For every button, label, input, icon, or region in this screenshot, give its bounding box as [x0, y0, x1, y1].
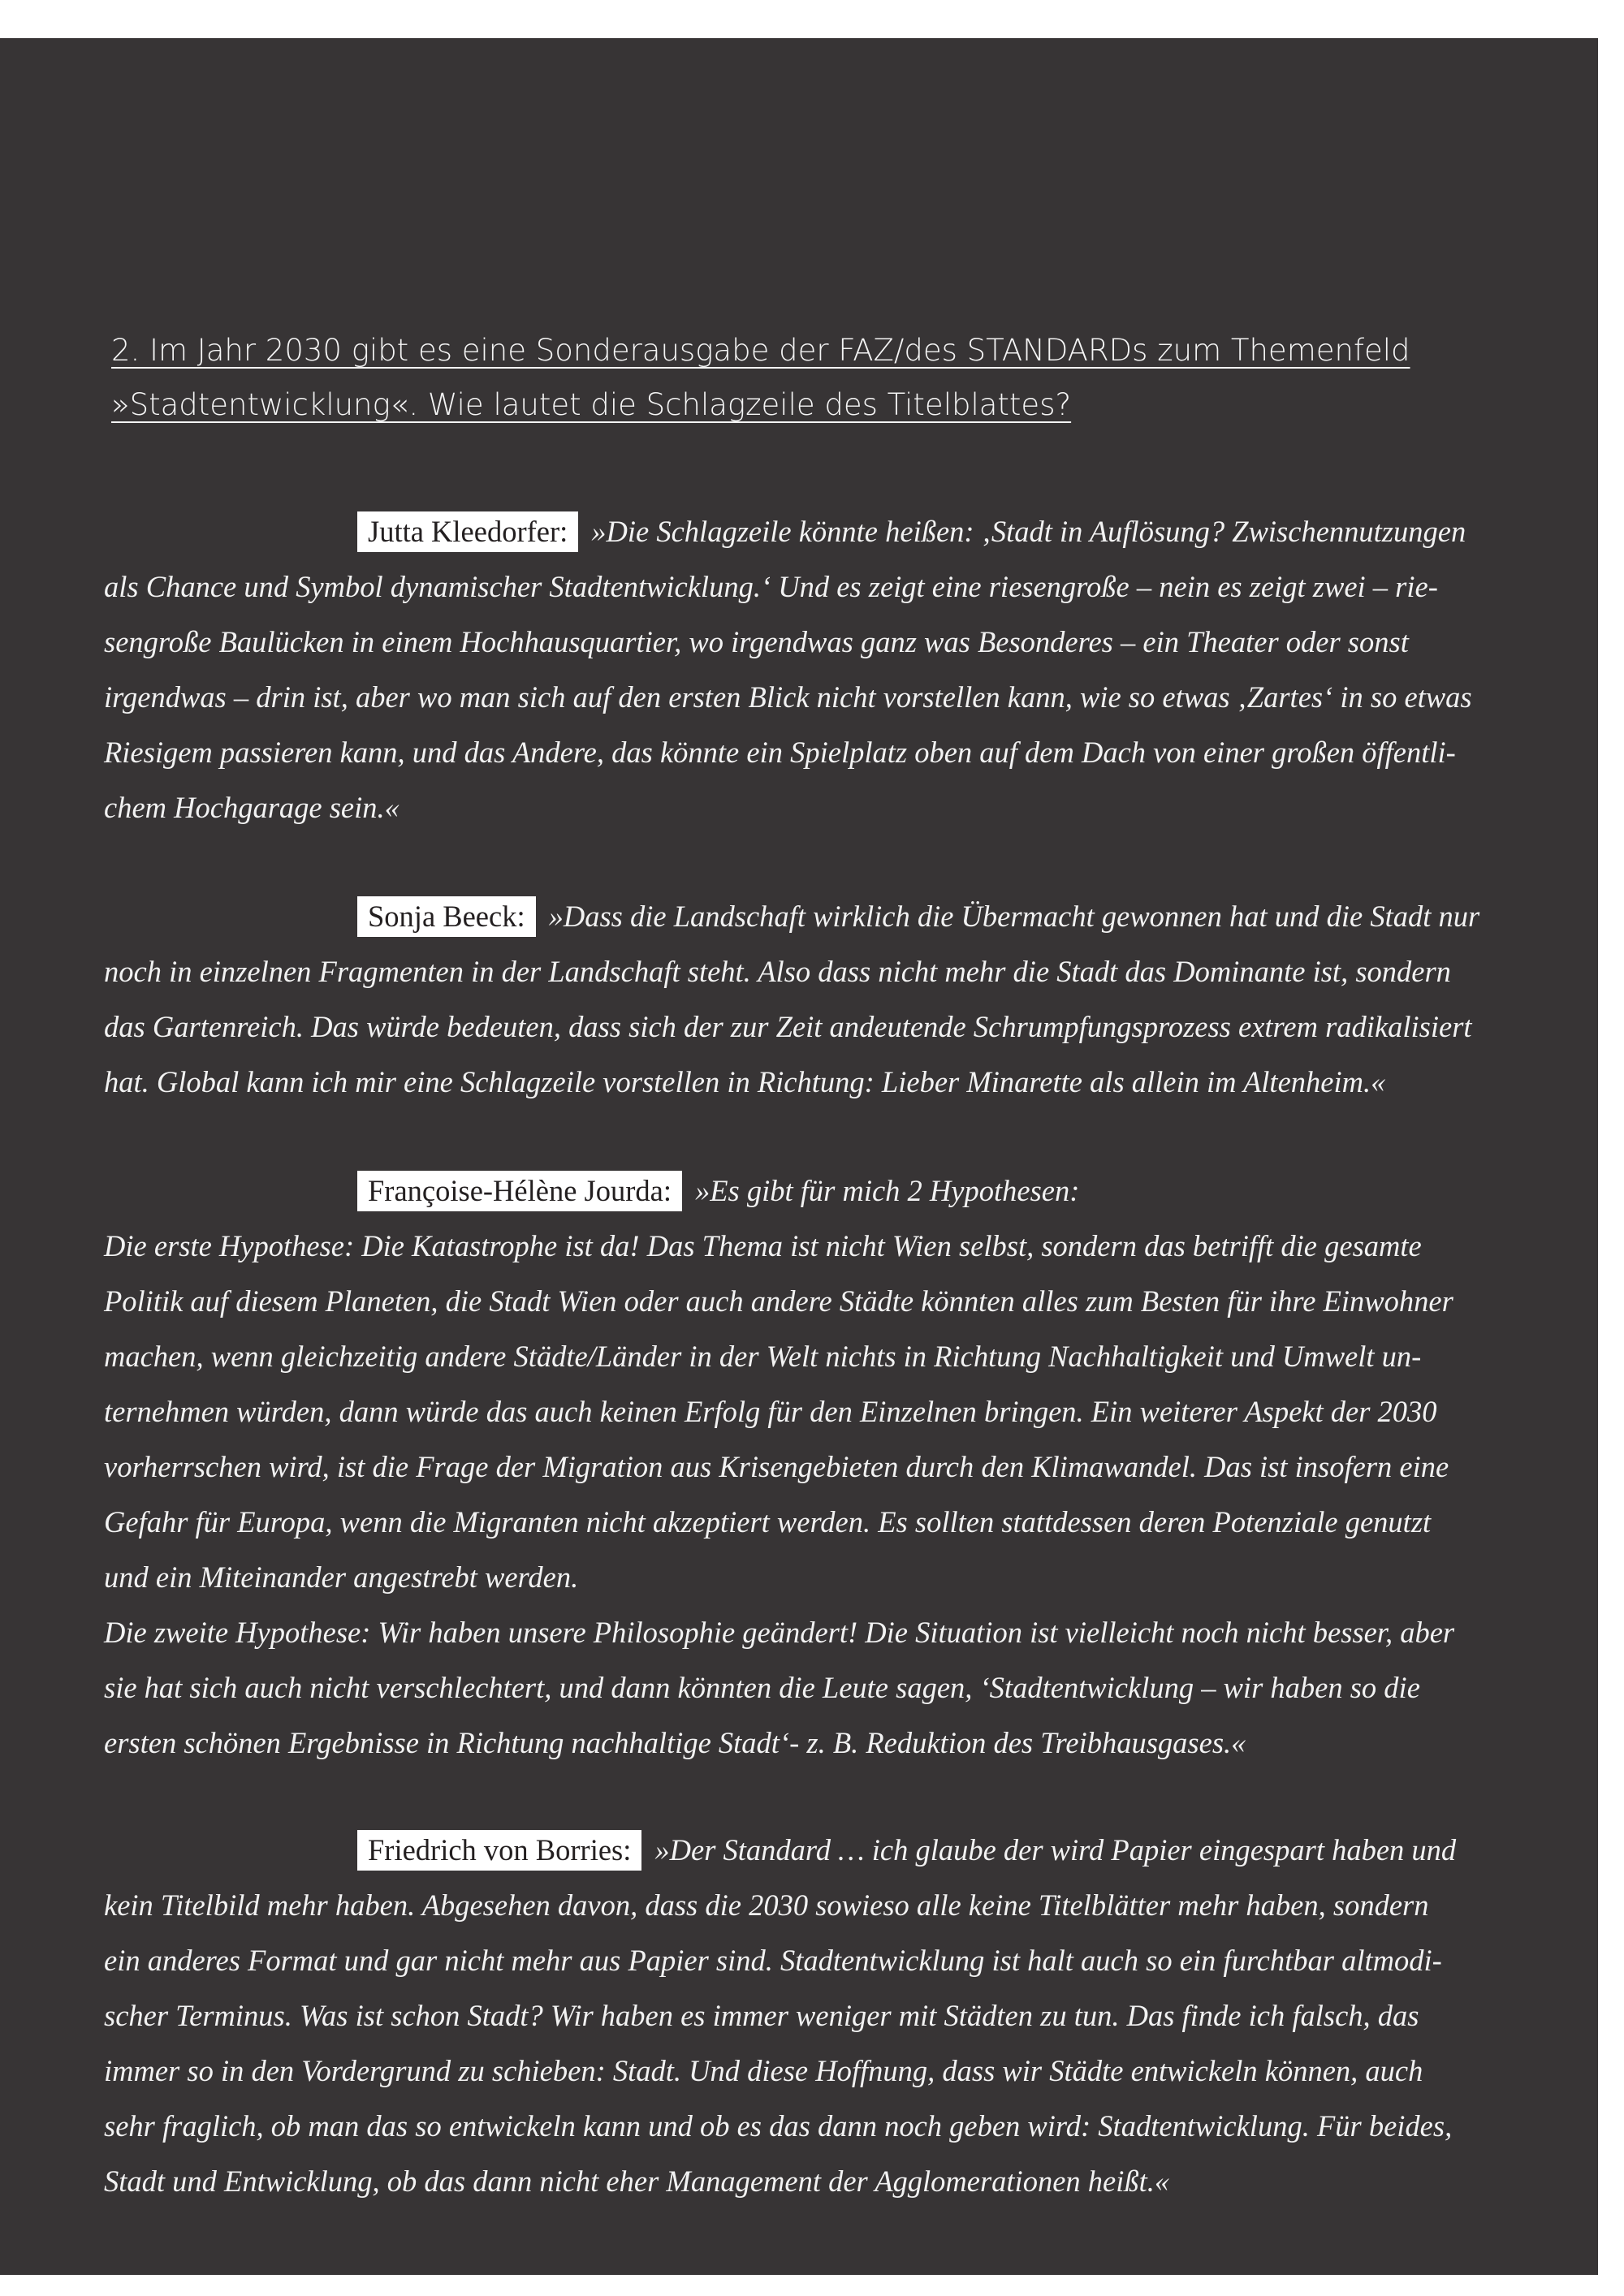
answer-sonja-beeck: [104, 889, 1557, 1110]
answer-line: irgendwas – drin ist, aber wo man sich auf den ersten Blick nicht vorstellen kann, wie so etwas ‚Zartes‘ in so etwas: [104, 680, 1472, 714]
answer-line: noch in einzelnen Fragmenten in der Landschaft steht. Also dass nicht mehr die Stadt das Dominante ist, sondern: [104, 955, 1451, 988]
answer-line: das Gartenreich. Das würde bedeuten, dass sich der zur Zeit andeutende Schrumpfungsprozess extrem radikalisiert: [104, 1010, 1472, 1043]
answer-line: Die erste Hypothese: Die Katastrophe ist da! Das Thema ist nicht Wien selbst, sondern das betrifft die gesamte: [104, 1229, 1422, 1262]
answer-line: scher Terminus. Was ist schon Stadt? Wir haben es immer weniger mit Städten zu tun. Das finde ich falsch, das: [104, 1999, 1419, 2032]
answer-line: [104, 1823, 1557, 1878]
answer-line: kein Titelbild mehr haben. Abgesehen davon, dass die 2030 sowieso alle keine Titelblätter mehr haben, sondern: [104, 1888, 1429, 1922]
answer-line: [104, 504, 1557, 559]
answer-line: Stadt und Entwicklung, ob das dann nicht eher Management der Agglomerationen heißt.«: [104, 2164, 1170, 2198]
answer-line: hat. Global kann ich mir eine Schlagzeile vorstellen in Richtung: Lieber Minarette als allein im Altenheim.«: [104, 1065, 1386, 1098]
answer-friedrich-von-borries: [104, 1823, 1557, 2209]
speaker-name-box: Françoise-Hélène Jourda:: [357, 1171, 682, 1211]
speaker-name-box: Friedrich von Borries:: [357, 1830, 641, 1871]
answer-text: »Der Standard … ich glaube der wird Papier eingespart haben und: [654, 1833, 1457, 1867]
answer-line: immer so in den Vordergrund zu schieben: Stadt. Und diese Hoffnung, dass wir Städte entwickeln können, auch: [104, 2054, 1423, 2087]
answer-text: »Die Schlagzeile könnte heißen: ‚Stadt in Auflösung? Zwischennutzungen: [591, 515, 1466, 548]
answer-line: sie hat sich auch nicht verschlechtert, und dann könnten die Leute sagen, ‘Stadtentwicklung – wir haben so die: [104, 1671, 1420, 1704]
answer-line: vorherrschen wird, ist die Frage der Migration aus Krisengebieten durch den Klimawandel. Das ist insofern eine: [104, 1450, 1449, 1483]
answer-line: und ein Miteinander angestrebt werden.: [104, 1560, 579, 1594]
answer-line: als Chance und Symbol dynamischer Stadtentwicklung.‘ Und es zeigt eine riesengroße – nein es zeigt zwei – rie-: [104, 570, 1438, 603]
question-heading: [111, 323, 1492, 432]
answer-line: sengroße Baulücken in einem Hochhausquartier, wo irgendwas ganz was Besonderes – ein Theater oder sonst: [104, 625, 1409, 658]
answer-line: chem Hochgarage sein.«: [104, 791, 400, 824]
answer-line: Gefahr für Europa, wenn die Migranten nicht akzeptiert werden. Es sollten stattdessen deren Potenziale genutzt: [104, 1505, 1432, 1539]
answer-text: »Dass die Landschaft wirklich die Übermacht gewonnen hat und die Stadt nur: [548, 900, 1480, 933]
answer-line: machen, wenn gleichzeitig andere Städte/Länder in der Welt nichts in Richtung Nachhaltigkeit und Umwelt un-: [104, 1340, 1422, 1373]
answer-line: ein anderes Format und gar nicht mehr aus Papier sind. Stadtentwicklung ist halt auch so ein furchtbar altmodi-: [104, 1944, 1442, 1977]
question-line: 2. Im Jahr 2030 gibt es eine Sonderausgabe der FAZ/des STANDARDs zum Themenfeld: [111, 333, 1410, 368]
answer-line: sehr fraglich, ob man das so entwickeln kann und ob es das dann noch geben wird: Stadtentwicklung. Für beides,: [104, 2109, 1453, 2143]
answer-francoise-helene-jourda: [104, 1163, 1557, 1771]
question-line: »Stadtentwicklung«. Wie lautet die Schlagzeile des Titelblattes?: [111, 387, 1072, 422]
answer-jutta-kleedorfer: [104, 504, 1557, 835]
speaker-name-box: Jutta Kleedorfer:: [357, 511, 578, 552]
answer-line: Die zweite Hypothese: Wir haben unsere Philosophie geändert! Die Situation ist vielleicht noch nicht besser, aber: [104, 1616, 1455, 1649]
answer-line: ternehmen würden, dann würde das auch keinen Erfolg für den Einzelnen bringen. Ein weiterer Aspekt der 2030: [104, 1395, 1437, 1428]
speaker-name-box: Sonja Beeck:: [357, 896, 536, 937]
answer-line: Riesigem passieren kann, und das Andere, das könnte ein Spielplatz oben auf dem Dach von einer großen öffentli-: [104, 736, 1456, 769]
answer-text: »Es gibt für mich 2 Hypothesen:: [694, 1174, 1080, 1207]
answer-line: [104, 1163, 1557, 1219]
answer-line: Politik auf diesem Planeten, die Stadt Wien oder auch andere Städte könnten alles zum Besten für ihre Einwohner: [104, 1284, 1453, 1318]
answer-line: ersten schönen Ergebnisse in Richtung nachhaltige Stadt‘- z. B. Reduktion des Treibhausgases.«: [104, 1726, 1246, 1759]
answer-line: [104, 889, 1557, 944]
